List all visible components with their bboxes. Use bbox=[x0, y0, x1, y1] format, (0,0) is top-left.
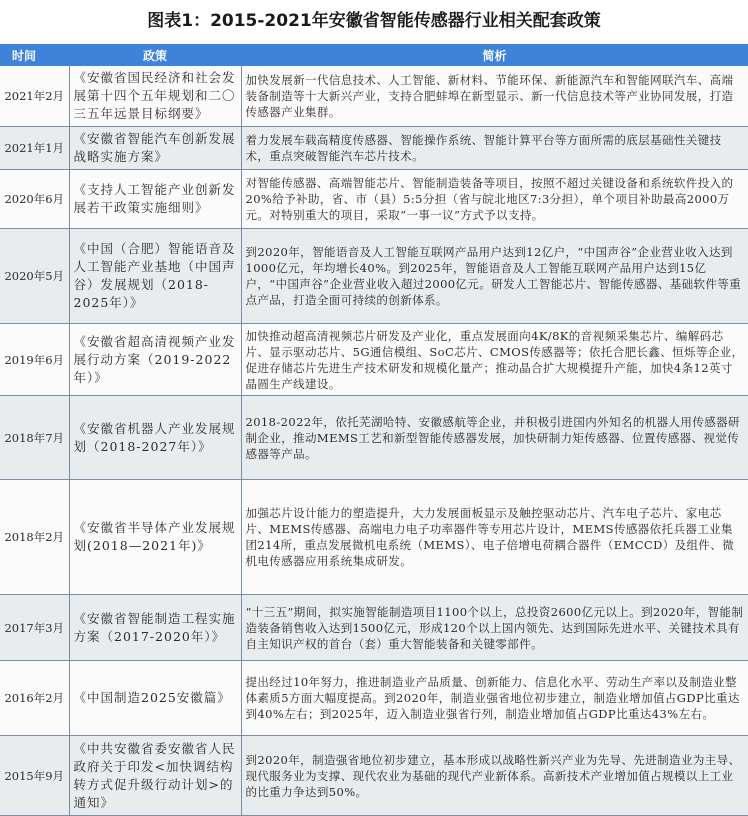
summary-cell: 提出经过10年努力，推进制造业产品质量、创新能力、信息化水平、劳动生产率以及制造业整体素质5方面大幅度提高。到2020年，制造业强省地位初步建立，制造业增加值占GDP比重达到40%左右；到2025年，迈入制造业强省行列，制造业增加值占GDP比重达43%左右。 bbox=[241, 661, 748, 736]
table-row bbox=[0, 396, 748, 480]
summary-cell: 到2020年，智能语音及人工智能互联网产品用户达到12亿户，“中国声谷”企业营业收入达到1000亿元，年均增长40%。到2025年，智能语音及人工智能互联网产品用户达到15亿户，“中国声谷”企业营业收入超过2000亿元。研发人工智能芯片、智能传感器、基础软件等重点产品，打造全面可持续的创新体系。 bbox=[241, 229, 748, 324]
policy-cell: 《中国（合肥）智能语音及人工智能产业基地（中国声谷）发展规划（2018-2025年）》 bbox=[69, 229, 241, 324]
time-cell: 2020年6月 bbox=[0, 170, 69, 229]
policy-cell: 《中共安徽省委安徽省人民政府关于印发<加快调结构转方式促升级行动计划>的通知》 bbox=[69, 736, 241, 816]
table-row bbox=[0, 480, 748, 595]
summary-cell: 着力发展车载高精度传感器、智能操作系统、智能计算平台等方面所需的底层基础性关键技术，重点突破智能汽车芯片技术。 bbox=[241, 127, 748, 170]
table-row bbox=[0, 66, 748, 127]
table-row bbox=[0, 170, 748, 229]
policy-table bbox=[0, 44, 748, 816]
time-cell: 2021年2月 bbox=[0, 66, 69, 127]
time-cell: 2021年1月 bbox=[0, 127, 69, 170]
table-row bbox=[0, 595, 748, 661]
summary-cell: 加快推动超高清视频芯片研发及产业化，重点发展面向4K/8K的音视频采集芯片、编解码芯片、显示驱动芯片、5G通信模组、SoC芯片、CMOS传感器等；依托合肥长鑫、恒烁等企业，促进存储芯片先进生产技术研发和规模化量产；推动晶合扩大规模提升产能，加快4条12英寸晶圆生产线建设。 bbox=[241, 324, 748, 396]
table-row bbox=[0, 229, 748, 324]
table-row bbox=[0, 324, 748, 396]
summary-cell: 到2020年，制造强省地位初步建立，基本形成以战略性新兴产业为先导、先进制造业为主导、现代服务业为支撑、现代农业为基础的现代产业新体系。高新技术产业增加值占规模以上工业的比重力争达到50%。 bbox=[241, 736, 748, 816]
policy-cell: 《安徽省机器人产业发展规划（2018-2027年）》 bbox=[69, 396, 241, 480]
policy-cell: 《安徽省超高清视频产业发展行动方案（2019-2022年）》 bbox=[69, 324, 241, 396]
policy-cell: 《安徽省半导体产业发展规划(2018—2021年)》 bbox=[69, 480, 241, 595]
summary-cell: 加强芯片设计能力的塑造提升，大力发展面板显示及触控驱动芯片、汽车电子芯片、家电芯片、MEMS传感器、高端电力电子功率器件等专用芯片设计，MEMS传感器依托兵器工业集团214所，重点发展微机电系统（MEMS）、电子倍增电荷耦合器件（EMCCD）及组件、微机电传感器应用系统集成研发。 bbox=[241, 480, 748, 595]
policy-cell: 《中国制造2025安徽篇》 bbox=[69, 661, 241, 736]
figure-title: 图表1：2015-2021年安徽省智能传感器行业相关配套政策 bbox=[147, 11, 601, 31]
table-row bbox=[0, 736, 748, 816]
time-cell: 2015年9月 bbox=[0, 736, 69, 816]
column-header-policy: 政策 bbox=[69, 44, 241, 66]
column-header-time: 时间 bbox=[0, 44, 69, 66]
column-header-summary: 简析 bbox=[241, 44, 748, 66]
table-body bbox=[0, 66, 748, 816]
policy-cell: 《支持人工智能产业创新发展若干政策实施细则》 bbox=[69, 170, 241, 229]
time-cell: 2019年6月 bbox=[0, 324, 69, 396]
time-cell: 2016年2月 bbox=[0, 661, 69, 736]
summary-cell: 2018-2022年，依托芜湖哈特、安徽感航等企业，并积极引进国内外知名的机器人用传感器研制企业，推动MEMS工艺和新型智能传感器发展，加快研制力矩传感器、位置传感器、视觉传感器等产品。 bbox=[241, 396, 748, 480]
time-cell: 2017年3月 bbox=[0, 595, 69, 661]
summary-cell: “十三五”期间，拟实施智能制造项目1100个以上，总投资2600亿元以上。到2020年，智能制造装备销售收入达到1500亿元，形成120个以上国内领先、达到国际先进水平、关键技术具有自主知识产权的首台（套）重大智能装备和关键零部件。 bbox=[241, 595, 748, 661]
summary-cell: 加快发展新一代信息技术、人工智能、新材料、节能环保、新能源汽车和智能网联汽车、高端装备制造等十大新兴产业，支持合肥蚌埠在新型显示、新一代信息技术等产业协同发展，打造传感器产业集群。 bbox=[241, 66, 748, 127]
time-cell: 2018年7月 bbox=[0, 396, 69, 480]
table-header bbox=[0, 44, 748, 66]
table-row bbox=[0, 661, 748, 736]
time-cell: 2020年5月 bbox=[0, 229, 69, 324]
summary-cell: 对智能传感器、高端智能芯片、智能制造装备等项目，按照不超过关键设备和系统软件投入的20%给予补助，省、市（县）5:5分担（省与皖北地区7:3分担），单个项目补助最高2000万元。对特别重大的项目，采取“一事一议”方式予以支持。 bbox=[241, 170, 748, 229]
policy-cell: 《安徽省国民经济和社会发展第十四个五年规划和二〇三五年远景目标纲要》 bbox=[69, 66, 241, 127]
policy-cell: 《安徽省智能制造工程实施方案（2017-2020年）》 bbox=[69, 595, 241, 661]
time-cell: 2018年2月 bbox=[0, 480, 69, 595]
table-row bbox=[0, 127, 748, 170]
policy-cell: 《安徽省智能汽车创新发展战略实施方案》 bbox=[69, 127, 241, 170]
